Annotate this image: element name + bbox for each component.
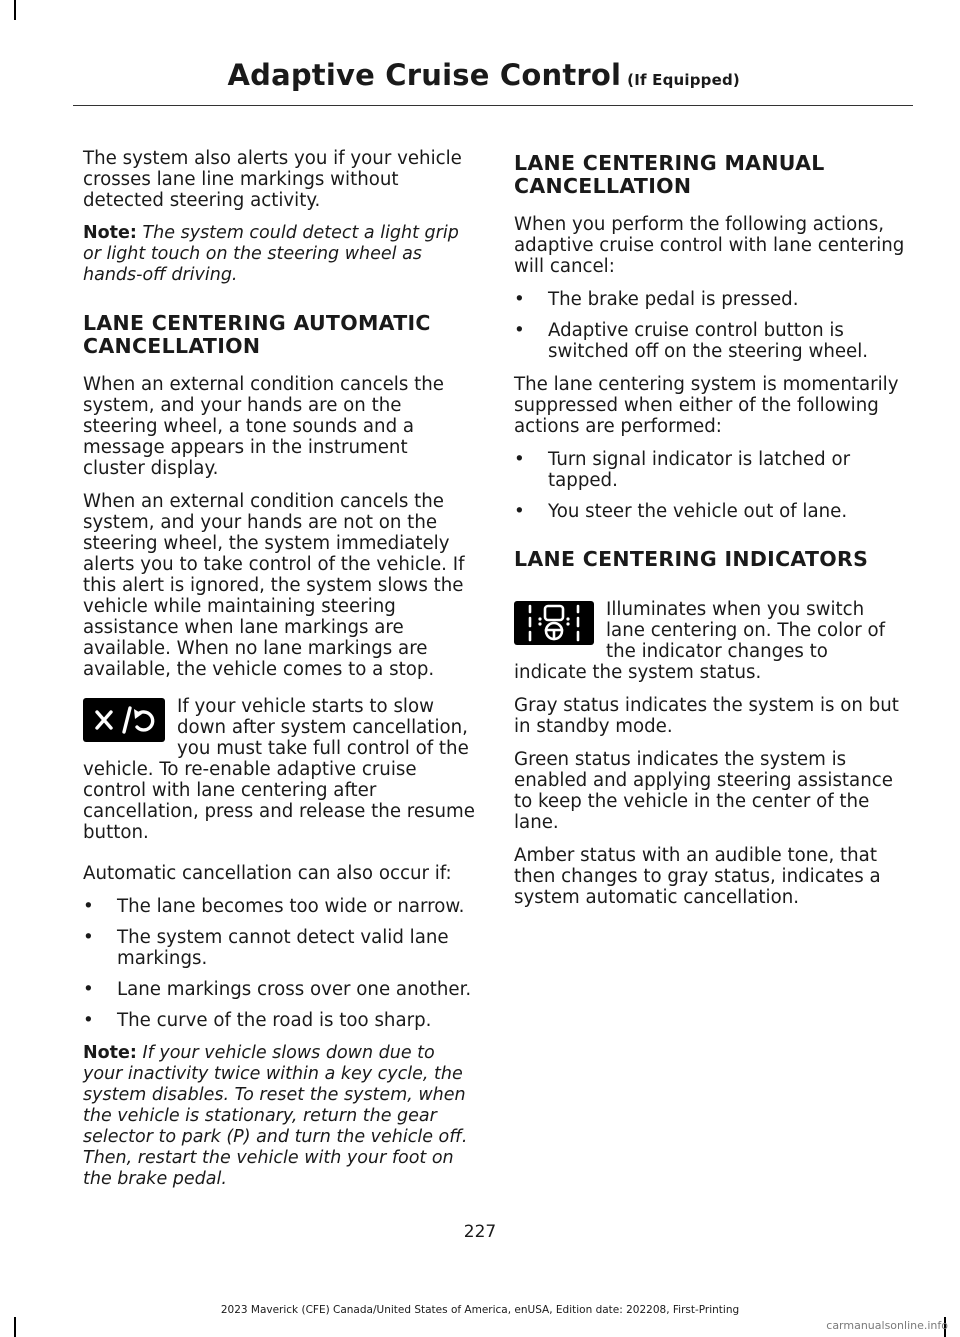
heading-automatic-cancellation: LANE CENTERING AUTOMATIC CANCELLATION bbox=[83, 311, 431, 358]
paragraph: Automatic cancellation can also occur if: bbox=[83, 863, 452, 884]
paragraph-text: If your vehicle starts to slow down after system cancellation, you must take full control of the vehicle. To re-enable adaptive cruise control with lane centering after cancellation, press and release the resume button. bbox=[83, 696, 475, 843]
heading-manual-cancellation: LANE CENTERING MANUAL CANCELLATION bbox=[514, 151, 825, 198]
heading-indicators: LANE CENTERING INDICATORS bbox=[514, 547, 869, 571]
lane-centering-indicator-icon bbox=[514, 601, 594, 645]
paragraph: When an external condition cancels the system, and your hands are not on the steering wheel, the system immediately alerts you to take control of the vehicle. If this alert is ignored, the system slows the vehicle while maintaining steering assistance when lane markings are available. When no lane markings are available, the vehicle comes to a stop. bbox=[83, 491, 465, 680]
list-item: • Adaptive cruise control button is switched off on the steering wheel. bbox=[514, 320, 869, 362]
header-divider bbox=[73, 105, 913, 106]
section-subtitle: (If Equipped) bbox=[627, 71, 740, 89]
bullet-glyph: • bbox=[83, 927, 94, 948]
note-text: If your vehicle slows down due to your inactivity twice within a key cycle, the system disables. To reset the system, when the vehicle is stationary, return the gear selector to park (P) and turn the vehicle off. Then, restart the vehicle with your foot on the brake pedal. bbox=[83, 1043, 468, 1189]
right-column bbox=[514, 148, 906, 920]
paragraph-with-icon bbox=[83, 696, 475, 843]
bullet-list bbox=[514, 289, 906, 362]
bullet-glyph: • bbox=[514, 320, 525, 341]
list-item: • The brake pedal is pressed. bbox=[514, 289, 799, 310]
note-text: The system could detect a light grip or light touch on the steering wheel as hands-off driving. bbox=[83, 223, 459, 285]
list-item: • The lane becomes too wide or narrow. bbox=[83, 896, 465, 917]
paragraph: When you perform the following actions, adaptive cruise control with lane centering will cancel: bbox=[514, 214, 905, 277]
list-item: • Lane markings cross over one another. bbox=[83, 979, 472, 1000]
section-title: Adaptive Cruise Control bbox=[227, 58, 622, 92]
paragraph: Green status indicates the system is enabled and applying steering assistance to keep the vehicle in the center of the lane. bbox=[514, 749, 893, 833]
paragraph: The lane centering system is momentarily suppressed when either of the following actions are performed: bbox=[514, 374, 899, 437]
paragraph: The system also alerts you if your vehicle crosses lane line markings without detected steering activity. bbox=[83, 148, 462, 211]
paragraph: Amber status with an audible tone, that then changes to gray status, indicates a system automatic cancellation. bbox=[514, 845, 881, 908]
bullet-glyph: • bbox=[83, 979, 94, 1000]
list-item: • You steer the vehicle out of lane. bbox=[514, 501, 848, 522]
paragraph: Gray status indicates the system is on but in standby mode. bbox=[514, 695, 899, 737]
paragraph: When an external condition cancels the system, and your hands are on the steering wheel, a tone sounds and a message appears in the instrument cluster display. bbox=[83, 374, 444, 479]
bullet-glyph: • bbox=[83, 896, 94, 917]
list-item: • The system cannot detect valid lane markings. bbox=[83, 927, 449, 969]
note-label: Note: bbox=[83, 1043, 137, 1063]
cancel-resume-icon bbox=[83, 698, 165, 742]
note bbox=[83, 1043, 475, 1190]
crop-mark bbox=[14, 1317, 16, 1337]
bullet-glyph: • bbox=[514, 289, 525, 310]
list-item: • Turn signal indicator is latched or tapped. bbox=[514, 449, 851, 491]
crop-mark bbox=[14, 0, 16, 20]
page-number: 227 bbox=[463, 1222, 497, 1242]
bullet-list bbox=[514, 449, 906, 522]
bullet-glyph: • bbox=[514, 501, 525, 522]
paragraph-text: Illuminates when you switch lane centering on. The color of the indicator changes to indicate the system status. bbox=[514, 599, 886, 683]
page-title bbox=[227, 58, 740, 92]
bullet-glyph: • bbox=[83, 1010, 94, 1031]
footer-edition-info: 2023 Maverick (CFE) Canada/United States of America, enUSA, Edition date: 202208, First-Printing bbox=[220, 1304, 740, 1316]
bullet-list bbox=[83, 896, 475, 1031]
bullet-glyph: • bbox=[514, 449, 525, 470]
watermark: carmanualsonline.info bbox=[826, 1319, 948, 1332]
paragraph-with-icon bbox=[514, 599, 906, 683]
list-item: • The curve of the road is too sharp. bbox=[83, 1010, 432, 1031]
note-label: Note: bbox=[83, 223, 137, 243]
note bbox=[83, 223, 475, 286]
left-column bbox=[83, 148, 475, 1202]
